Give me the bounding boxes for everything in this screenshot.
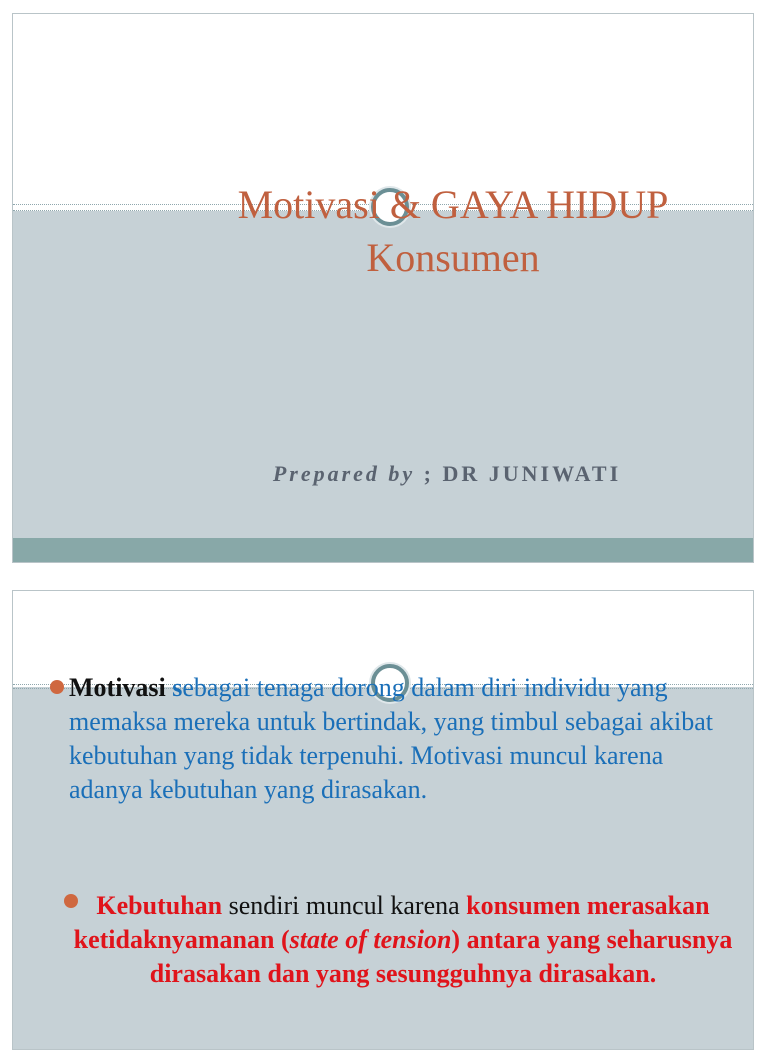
- title-slide: [12, 13, 754, 563]
- author-name: ; DR JUNIWATI: [415, 461, 622, 486]
- paragraph-kebutuhan: [73, 889, 733, 991]
- paragraph-red-text-2: ) antara yang seharusnya dirasakan dan yang sesungguhnya dirasakan.: [149, 925, 733, 988]
- slide-subtitle: [13, 461, 753, 487]
- paragraph-text: sendiri muncul karena: [222, 891, 467, 920]
- keyword-kebutuhan: Kebutuhan: [96, 891, 223, 920]
- paragraph-italic-term: state of tension: [289, 925, 452, 954]
- paragraph-motivasi: [69, 671, 729, 807]
- slide-title: Motivasi & GAYA HIDUP: [237, 182, 669, 227]
- prepared-by-label: Prepared by: [272, 461, 416, 486]
- keyword-motivasi: Motivasi: [69, 673, 166, 702]
- content-slide: [12, 590, 754, 1050]
- bullet-icon: [50, 680, 64, 694]
- paragraph-text-s: s: [165, 673, 183, 702]
- paragraph-text: ebagai tenaga dorong dalam diri individu yang memaksa mereka untuk bertindak, yang timbul sebagai akibat kebutuhan yang tidak terpenuhi. Motivasi muncul karena adanya kebutuhan yang dirasakan.: [69, 673, 714, 804]
- slide-title-line2: Konsumen: [366, 235, 540, 280]
- paragraph-red-text: konsumen merasakan ketidaknyamanan (: [73, 891, 710, 954]
- slide-footer-bar: [13, 538, 753, 563]
